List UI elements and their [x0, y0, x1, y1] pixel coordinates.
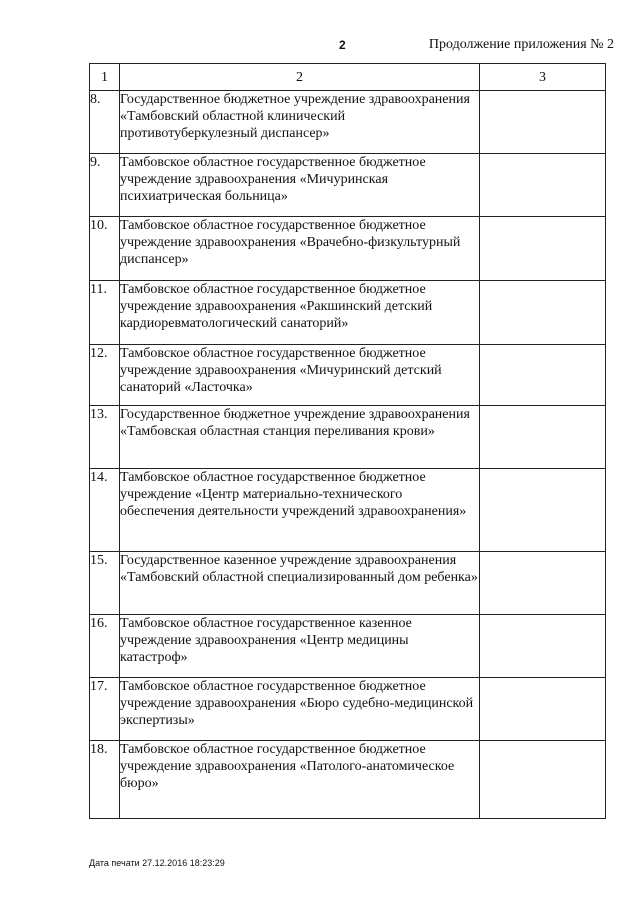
row-number: 9. — [90, 154, 120, 217]
table-row — [90, 91, 606, 154]
column-header-1: 1 — [90, 64, 120, 91]
table-header-row — [90, 64, 606, 91]
table-row — [90, 678, 606, 741]
institution-name: Тамбовское областное государственное казенное учреждение здравоохранения «Центр медицины катастроф» — [120, 615, 480, 678]
page-number: 2 — [339, 38, 346, 52]
row-number: 8. — [90, 91, 120, 154]
table-row — [90, 154, 606, 217]
row-number: 13. — [90, 406, 120, 469]
row-number: 11. — [90, 281, 120, 345]
row-value — [480, 469, 606, 552]
table-row — [90, 741, 606, 819]
row-value — [480, 91, 606, 154]
institution-name: Тамбовское областное государственное бюджетное учреждение здравоохранения «Мичуринский детский санаторий «Ласточка» — [120, 345, 480, 406]
institution-name: Тамбовское областное государственное бюджетное учреждение здравоохранения «Врачебно-физкультурный диспансер» — [120, 217, 480, 281]
row-value — [480, 154, 606, 217]
row-value — [480, 552, 606, 615]
print-date: Дата печати 27.12.2016 18:23:29 — [89, 858, 225, 868]
institution-name: Тамбовское областное государственное бюджетное учреждение здравоохранения «Патолого-анатомическое бюро» — [120, 741, 480, 819]
institutions-table — [89, 63, 606, 819]
row-number: 18. — [90, 741, 120, 819]
row-value — [480, 615, 606, 678]
appendix-continuation-label: Продолжение приложения № 2 — [428, 37, 614, 52]
table-row — [90, 345, 606, 406]
institution-name: Тамбовское областное государственное бюджетное учреждение здравоохранения «Ракшинский детский кардиоревматологический санаторий» — [120, 281, 480, 345]
row-value — [480, 406, 606, 469]
institution-name: Государственное бюджетное учреждение здравоохранения «Тамбовская областная станция переливания крови» — [120, 406, 480, 469]
column-header-3: 3 — [480, 64, 606, 91]
table-row — [90, 469, 606, 552]
institution-name: Тамбовское областное государственное бюджетное учреждение здравоохранения «Бюро судебно-медицинской экспертизы» — [120, 678, 480, 741]
table-row — [90, 217, 606, 281]
row-number: 17. — [90, 678, 120, 741]
table-row — [90, 406, 606, 469]
row-value — [480, 345, 606, 406]
row-value — [480, 741, 606, 819]
table-row — [90, 281, 606, 345]
institution-name: Государственное казенное учреждение здравоохранения «Тамбовский областной специализированный дом ребенка» — [120, 552, 480, 615]
row-number: 12. — [90, 345, 120, 406]
column-header-2: 2 — [120, 64, 480, 91]
institution-name: Тамбовское областное государственное бюджетное учреждение «Центр материально-технического обеспечения деятельности учреждений здравоохранения» — [120, 469, 480, 552]
institution-name: Государственное бюджетное учреждение здравоохранения «Тамбовский областной клинический противотуберкулезный диспансер» — [120, 91, 480, 154]
table-row — [90, 552, 606, 615]
row-number: 14. — [90, 469, 120, 552]
row-number: 16. — [90, 615, 120, 678]
row-value — [480, 281, 606, 345]
row-number: 10. — [90, 217, 120, 281]
institution-name: Тамбовское областное государственное бюджетное учреждение здравоохранения «Мичуринская психиатрическая больница» — [120, 154, 480, 217]
table-row — [90, 615, 606, 678]
row-number: 15. — [90, 552, 120, 615]
row-value — [480, 217, 606, 281]
row-value — [480, 678, 606, 741]
